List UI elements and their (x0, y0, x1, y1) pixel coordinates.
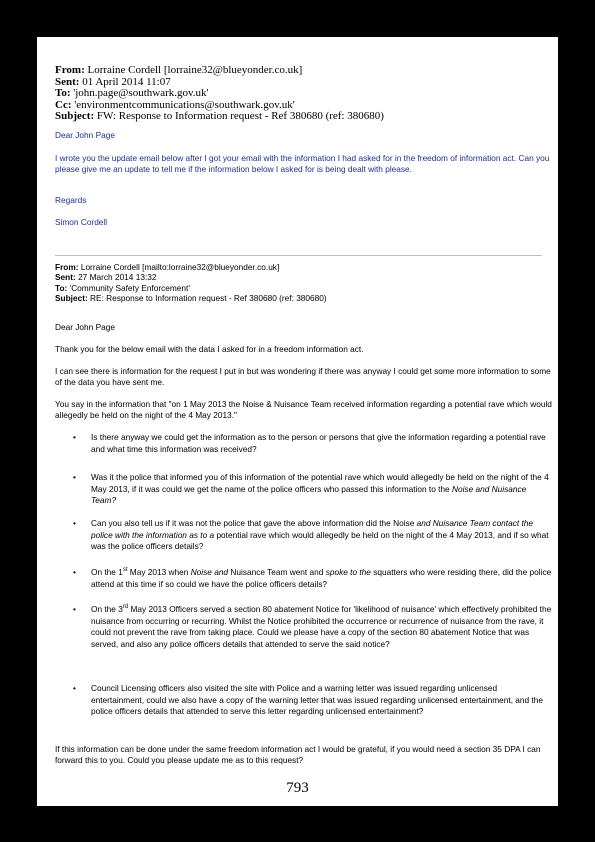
message2-paragraph-3: You say in the information that "on 1 May 2013 the Noise & Nuisance Team received information regarding a potential rave which would allegedly be held on the night of the 4 May 2013." (55, 399, 552, 420)
message2-paragraph-4: If this information can be done under the same freedom information act I would be grateful, if you would need a section 35 DPA I can forward this to you. Could you please update me as to this request? (55, 744, 541, 765)
from-value: Lorraine Cordell [lorraine32@blueyonder.co.uk] (87, 64, 303, 76)
bullet-icon: • (73, 472, 76, 482)
message2-paragraph-1: Thank you for the below email with the data I asked for in a freedom information act. (55, 344, 364, 354)
document-page (37, 37, 558, 806)
bullet-icon: • (73, 683, 76, 693)
bullet-icon: • (73, 604, 76, 614)
list-item-text: Council Licensing officers also visited the site with Police and a warning letter was issued regarding unlicensed entertainment, could we also have a copy of the warning letter that was issued regarding unlicensed entertainment, and the police officers details that attended to serve this letter regarding unlicensed entertainment? (91, 683, 543, 716)
list-item-text: On the 3rd May 2013 Officers served a section 80 abatement Notice for 'likelihood of nuisance' which effectively prohibited the nuisance from occurring or recurring. Whilst the Notice prohibited the occurrence or recurrence of nuisance from the rave, it could not prevent the rave from taking place. Could we please have a copy of the section 80 abatement Notice that was served, and also any police officers details that attended to serve the said notice? (91, 604, 552, 649)
bullet-icon: • (73, 432, 76, 442)
message1-body: I wrote you the update email below after I got your email with the information I had asked for in the freedom of information act. Can you please give me an update to tell me if the information below I asked for is being dealt with please. (55, 153, 550, 174)
from-label: From: (55, 64, 85, 76)
sent-value: 01 April 2014 11:07 (82, 75, 171, 88)
sent-value: 27 March 2014 13:32 (78, 272, 157, 283)
message1-greeting: Dear John Page (55, 130, 115, 140)
bullet-icon: • (73, 518, 76, 528)
to-label: To: (55, 87, 71, 99)
message2-paragraph-2: I can see there is information for the request I put in but was wondering if there was anyway I could get some more information to some of the data you have sent me. (55, 366, 551, 387)
from-value: Lorraine Cordell [mailto:lorraine32@blueyonder.co.uk] (80, 262, 280, 272)
message1-closing: Regards (55, 195, 87, 205)
page-number: 793 (286, 780, 309, 796)
list-item-text: Is there anyway we could get the information as to the person or persons that give the information regarding a potential rave and what time this information was received? (91, 432, 546, 454)
subject-label: Subject: (55, 292, 88, 303)
header-divider (55, 255, 542, 256)
cc-value: 'environmentcommunications@southwark.gov.uk' (74, 98, 295, 111)
to-value: 'Community Safety Enforcement' (69, 282, 190, 293)
cc-label: Cc: (55, 98, 72, 111)
to-value: 'john.page@southwark.gov.uk' (73, 87, 209, 99)
email-header-2 (55, 262, 550, 303)
email-header-1 (55, 65, 550, 123)
bullet-icon: • (73, 567, 76, 577)
list-item-text: On the 1st May 2013 when Noise and Nuisance Team went and spoke to the squatters who were residing there, did the police attend at this time if so could we have the police officers details? (91, 567, 552, 589)
sent-label: Sent: (55, 75, 80, 88)
from-label: From: (55, 262, 79, 272)
list-item-text: Was it the police that informed you of this information of the potential rave which would allegedly be held on the night of the 4 May 2013, if it was could we get the name of the police officers who passed this information to the Noise and Nuisance Team? (91, 472, 549, 505)
subject-value: RE: Response to Information request - Ref 380680 (ref: 380680) (90, 292, 327, 303)
subject-label: Subject: (55, 110, 95, 122)
message2-greeting: Dear John Page (55, 322, 115, 332)
message1-signature: Simon Cordell (55, 217, 108, 227)
sent-label: Sent: (55, 272, 76, 283)
list-item-text: Can you also tell us if it was not the police that gave the above information did the Noise and Nuisance Team contact the police with the information as to a potential rave which would allegedly be held on the night of the 4 May 2013, and if so what was the police officers details? (91, 518, 549, 551)
to-label: To: (55, 282, 68, 293)
subject-value: FW: Response to Information request - Ref 380680 (ref: 380680) (96, 110, 384, 122)
